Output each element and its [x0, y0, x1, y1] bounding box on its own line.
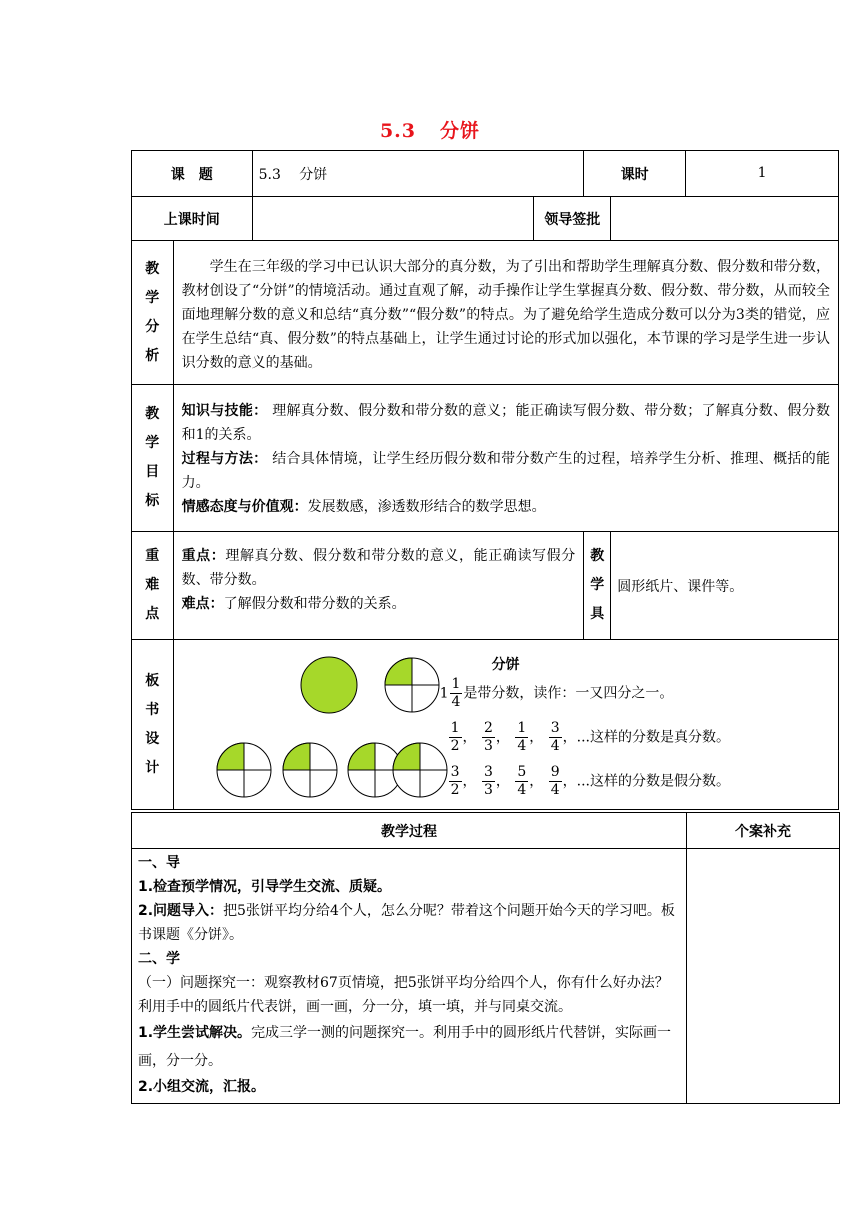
- whole-pie-icon: [301, 657, 357, 713]
- analysis-content: [173, 241, 838, 385]
- goals-content: [173, 385, 838, 532]
- board-heading: 分饼: [491, 657, 520, 673]
- time-label: 上课时间: [132, 197, 253, 241]
- process-line: 2.问题导入：把5张饼平均分给4个人，怎么分呢？带着这个问题开始今天的学习吧。板书课题《分饼》。: [138, 903, 675, 943]
- analysis-label: 教 学 分 析: [132, 241, 174, 385]
- tools-content: 圆形纸片、课件等。: [611, 532, 839, 640]
- process-line: 2.小组交流，汇报。: [138, 1079, 266, 1095]
- process-content: [132, 849, 687, 1104]
- process-line: （一）问题探究一：观察教材67页情境，把5张饼平均分给四个人，你有什么好办法？利用手中的圆纸片代表饼，画一画，分一分，填一填，并与同桌交流。: [138, 975, 669, 1015]
- mixed-number-line: 1 $\frac{1}{4}$ 是带分数，读作：一又四分之一。: [439, 676, 674, 710]
- pie-figure-extra: [390, 740, 450, 800]
- hours-label: 课时: [584, 151, 686, 197]
- keypoints-label: 重 难 点: [132, 532, 174, 640]
- lesson-label: 课 题: [132, 151, 253, 197]
- page-title: [0, 116, 860, 143]
- hours-value: 1: [686, 151, 839, 197]
- approval-label: 领导签批: [534, 197, 611, 241]
- board-label: 板 书 设 计: [132, 640, 174, 810]
- time-value: [252, 197, 534, 241]
- title-number: 5.3: [379, 120, 417, 142]
- side-content: [687, 849, 840, 1104]
- tools-label: 教 学 具: [584, 532, 611, 640]
- title-text: 分饼: [440, 120, 481, 142]
- process-line: 一、导: [138, 855, 180, 871]
- goal-item: 过程与方法： 结合具体情境，让学生经历假分数和带分数产生的过程，培养学生分析、推理、概括的能力。: [181, 451, 831, 491]
- lesson-plan-table: [131, 150, 839, 810]
- quarter-pie-icon: [393, 743, 447, 797]
- process-table: [131, 812, 840, 1104]
- quarter-pie-icon: [385, 658, 439, 712]
- board-content: [173, 640, 838, 810]
- keypoints-content: 重点：理解真分数、假分数和带分数的意义，能正确读写假分数、带分数。 难点：了解假分数和带分数的关系。: [173, 532, 584, 640]
- improper-fractions-line: $\frac{3}{2}$ ， $\frac{3}{3}$ ， $\frac{5}{4}$ ， $\frac{9}{4}$ ，...这样的分数是假分数。: [450, 764, 730, 798]
- quarter-pie-icon: [217, 743, 271, 797]
- goal-item: 知识与技能： 理解真分数、假分数和带分数的意义；能正确读写假分数、带分数；了解真分数、假分数和1的关系。: [181, 403, 831, 443]
- process-header: 教学过程: [132, 813, 687, 849]
- proper-fractions-line: $\frac{1}{2}$ ， $\frac{2}{3}$ ， $\frac{1}{4}$ ， $\frac{3}{4}$ ，...这样的分数是真分数。: [450, 720, 730, 754]
- lesson-value: 5.3 分饼: [252, 151, 584, 197]
- goal-item: 情感态度与价值观：发展数感，渗透数形结合的数学思想。: [181, 499, 546, 515]
- side-header: 个案补充: [687, 813, 840, 849]
- quarter-pie-icon: [283, 743, 337, 797]
- analysis-text: 学生在三年级的学习中已认识大部分的真分数，为了引出和帮助学生理解真分数、假分数和带分数，教材创设了“分饼”的情境活动。通过直观了解，动手操作让学生掌握真分数、假分数、带分数，从而较全面地理解分数的意义和总结“真分数”“假分数”的特点。为了避免给学生造成分数可以分为3类的错觉，应在学生总结“真、假分数”的特点基础上，让学生通过讨论的形式加以强化，本节课的学习是学生进一步认识分数的意义的基础。: [181, 259, 830, 371]
- process-line: 二、学: [138, 951, 180, 967]
- process-line: 1.学生尝试解决。完成三学一测的问题探究一。利用手中的圆形纸片代替饼，实际画一画，分一分。: [138, 1025, 672, 1069]
- process-line: 1.检查预学情况，引导学生交流、质疑。: [138, 879, 392, 895]
- goals-label: 教 学 目 标: [132, 385, 174, 532]
- approval-value: [611, 197, 839, 241]
